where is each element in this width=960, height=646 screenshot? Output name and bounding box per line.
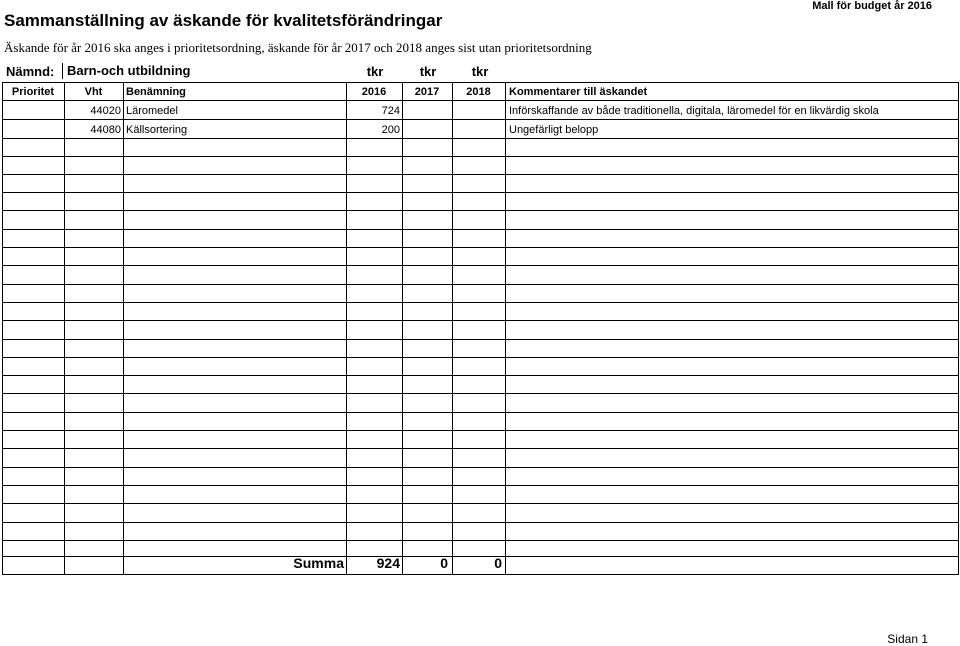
col-header-2018: 2018	[466, 86, 491, 98]
cell-kommentar[interactable]: Införskaffande av både traditionella, digitala, läromedel för en likvärdig skola	[509, 105, 879, 117]
summa-2017: 0	[440, 555, 448, 571]
col-header-vht: Vht	[84, 86, 103, 98]
row-divider	[2, 448, 959, 449]
namnd-label: Nämnd:	[6, 64, 55, 79]
summa-label: Summa	[293, 555, 344, 571]
column-divider	[505, 82, 506, 575]
col-header-2017: 2017	[414, 86, 440, 98]
row-divider	[2, 119, 959, 120]
cell-2016[interactable]: 724	[381, 105, 400, 117]
cell-vht[interactable]: 44080	[90, 124, 121, 136]
row-divider	[2, 320, 959, 321]
row-divider	[2, 265, 959, 266]
row-divider	[2, 540, 959, 541]
row-divider	[2, 357, 959, 358]
row-divider	[2, 210, 959, 211]
row-divider	[2, 229, 959, 230]
cell-kommentar[interactable]: Ungefärligt belopp	[509, 124, 599, 136]
row-divider	[2, 375, 959, 376]
column-divider	[958, 82, 959, 575]
cell-2016[interactable]: 200	[381, 124, 400, 136]
row-divider	[2, 412, 959, 413]
row-divider	[2, 522, 959, 523]
summa-2018: 0	[494, 555, 502, 571]
column-divider	[346, 82, 347, 575]
cell-benamning[interactable]: Läromedel	[126, 105, 178, 117]
template-label: Mall för budget år 2016	[812, 0, 932, 12]
row-divider	[2, 430, 959, 431]
cell-benamning[interactable]: Källsortering	[126, 124, 188, 136]
col-header-2016: 2016	[361, 86, 387, 98]
row-divider	[2, 503, 959, 504]
namnd-value[interactable]: Barn-och utbildning	[62, 63, 190, 79]
summa-2016: 924	[376, 555, 400, 571]
page-subtitle: Äskande för år 2016 ska anges i prioritetsordning, äskande för år 2017 och 2018 anges sist utan prioritetsordning	[4, 40, 592, 55]
col-header-benamning: Benämning	[126, 86, 186, 98]
col-header-prioritet: Prioritet	[11, 86, 55, 98]
row-divider	[2, 393, 959, 394]
unit-2018: tkr	[471, 64, 489, 79]
row-divider	[2, 192, 959, 193]
row-divider	[2, 302, 959, 303]
row-divider	[2, 247, 959, 248]
column-divider	[2, 82, 3, 575]
row-divider	[2, 339, 959, 340]
table-bottom-border	[2, 574, 959, 575]
header-bottom-border	[2, 100, 959, 101]
column-divider	[452, 82, 453, 575]
row-divider	[2, 485, 959, 486]
column-divider	[64, 82, 65, 575]
unit-2017: tkr	[419, 64, 437, 79]
column-divider	[402, 82, 403, 575]
row-divider	[2, 284, 959, 285]
table-top-border	[2, 82, 959, 83]
row-divider	[2, 156, 959, 157]
page-title: Sammanställning av äskande för kvalitetsförändringar	[4, 11, 443, 30]
row-divider	[2, 174, 959, 175]
cell-vht[interactable]: 44020	[90, 105, 121, 117]
col-header-kommentar: Kommentarer till äskandet	[509, 86, 648, 98]
column-divider	[123, 82, 124, 575]
row-divider	[2, 467, 959, 468]
page-number: Sidan 1	[887, 632, 928, 646]
unit-2016: tkr	[366, 64, 384, 79]
row-divider	[2, 138, 959, 139]
